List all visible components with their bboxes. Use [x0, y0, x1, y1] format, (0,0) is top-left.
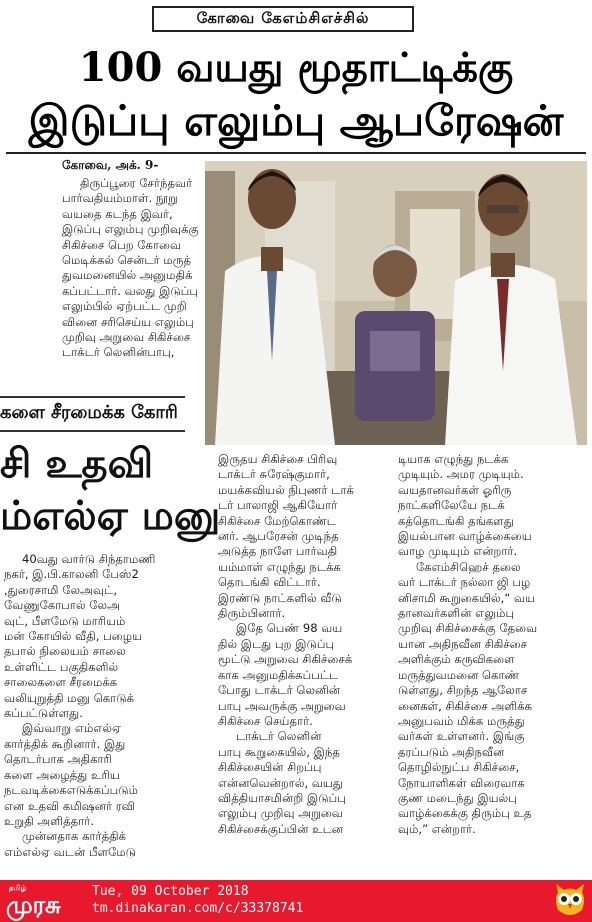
photo-doctors-patient — [205, 161, 587, 445]
side-article-kicker: களை சீரமைக்க கோரி — [0, 402, 178, 423]
text-line: நாட்களிலேயே நடக் — [398, 498, 505, 513]
article-column-3 — [398, 452, 570, 837]
text-line: வேணுகோபால் லேஅ — [4, 598, 121, 613]
text-line: தபால் நிலையம் சாலை — [4, 644, 126, 659]
footer-url[interactable]: tm.dinakaran.com/c/33378741 — [92, 901, 304, 916]
side-divider-bottom — [0, 430, 185, 432]
text-line: இவ்வாறு எம்எல்ஏ — [22, 721, 121, 736]
text-line: அளிக்கும் கருவிகளை — [398, 652, 515, 667]
text-line: டியாக எழுந்து நடக்க — [398, 452, 509, 466]
text-line: இடுப்பு எலும்பு முறிவுக்கு — [62, 222, 199, 237]
text-line: யான அதிநவீன சிகிச்சை — [398, 636, 528, 651]
text-line: தொடங்கி விட்டார். — [218, 575, 321, 590]
text-line: வயதை கடந்த இவர், — [62, 206, 173, 221]
text-line: ,துரைசாமி லேஅவுட், — [4, 582, 118, 597]
text-line: டர் பாலாஜி ஆகியோர் — [218, 498, 338, 513]
text-line: சிகிச்சை பெற கோவை — [62, 237, 182, 252]
text-line: வாழ்க்கைக்கு திரும்பு உத — [398, 806, 532, 821]
text-line: வினை சரிசெய்ய எலும்பு — [62, 314, 194, 329]
side-headline-line-1: சி உதவி — [0, 440, 154, 487]
text-line: கப்பட்டார். வலது இடுப்பு — [62, 283, 198, 298]
text-line: முறிவு சிகிச்சைக்கு தேவை — [398, 621, 538, 636]
side-divider-top — [0, 396, 185, 398]
text-line: 40வது வார்டு சிந்தாமணி — [22, 552, 156, 566]
text-line: கார்த்திக் கூறினார். இது — [4, 736, 126, 751]
text-line: வர் டாக்டர் நல்லா ஜி பழ — [398, 575, 531, 590]
text-line: பாபு அவருக்கு அறுவை — [218, 698, 346, 713]
text-line: சிகிச்சை செய்தார். — [218, 713, 313, 728]
text-line: சிகிச்சைக்குப்பின் உடன — [218, 821, 344, 836]
text-line: னர். ஆபரேசன் முடிந்த — [218, 529, 339, 544]
text-line: டாக்டர் லெனின்பாபு, — [62, 345, 175, 360]
text-line: வாழ முடியும் என்றார். — [398, 544, 518, 559]
text-line: முடியும். அமர முடியும். — [398, 467, 524, 482]
text-line: நகர், இ.பி.காலனி பேஸ்2 — [4, 567, 139, 582]
text-line: இரண்டு நாட்களில் வீடு — [218, 590, 342, 605]
text-line: முறிவு அறுவை சிகிச்சை — [62, 330, 191, 345]
text-line: மருத்துவமனை கொண் — [398, 667, 520, 682]
text-line: நோயாளிகள் விரைவாக — [398, 775, 525, 790]
text-line: வுட், பீளமேடு மாரியம் — [4, 613, 126, 628]
dateline: கோவை, அக். 9- — [62, 158, 159, 172]
text-line: டாக்டர் லெனின் — [236, 729, 322, 744]
kicker-text: கோவை கேஎம்சிஎச்சில் — [196, 9, 370, 27]
text-line: னிசாமி கூறுகையில்,“ வய — [398, 590, 536, 605]
text-line: கப்பட்டுள்ளது. — [4, 706, 83, 721]
text-line: இருதய சிகிச்சை பிரிவு — [218, 452, 338, 466]
text-line: தொழில்நுட்ப சிகிச்சை, — [398, 760, 520, 775]
text-line: தரப்படும் அதிநவீன — [398, 744, 505, 759]
text-line: என்னவென்றால், வயது — [218, 775, 343, 790]
text-line: போது டாக்டர் லெனின் — [218, 683, 341, 698]
article-column-1 — [62, 176, 202, 361]
brand-small: தமிழ் — [9, 884, 27, 892]
text-line: கேஎம்சிஹெச் தலை — [416, 559, 521, 574]
side-article-text — [4, 552, 182, 860]
headline-divider — [6, 152, 586, 154]
text-line: என உதவி கமிஷனர் ரவி — [4, 798, 135, 813]
article-photo — [205, 161, 587, 445]
text-line: துவமனையில் அனுமதிக் — [62, 268, 193, 283]
headline-line-2: இடுப்பு எலும்பு ஆபரேஷன் — [28, 96, 564, 145]
text-line: மெடிக்கல் சென்டர் மருத் — [62, 253, 192, 268]
text-line: பார்வதியம்மாள். நூறு — [62, 191, 178, 206]
text-line: தானவர்களின் எலும்பு — [398, 606, 515, 621]
text-line: சிகிச்சையின் சிறப்பு — [218, 760, 322, 775]
text-line: வர்கள் உள்ளனர். இங்கு — [398, 729, 525, 744]
text-line: அனுபவம் மிக்க மருத்து — [398, 713, 525, 728]
text-line: எலும்பில் ஏற்பட்ட முறி — [62, 299, 187, 314]
text-line: திரும்பினார். — [218, 606, 286, 621]
kicker-label — [152, 6, 414, 32]
text-line: களை அழைத்து உரிய — [4, 767, 120, 782]
text-line: முன்னதாக கார்த்திக் — [22, 829, 127, 844]
side-headline-line-2: ம்எல்ஏ மனு — [0, 492, 221, 539]
text-line: நடவடிக்கைஎடுக்கப்படும் — [4, 783, 138, 798]
article-column-2 — [218, 452, 384, 837]
text-line: குண மடைந்து இயல்பு — [398, 790, 517, 805]
text-line: மூட்டு அறுவை சிகிச்சைக் — [218, 652, 353, 667]
owl-icon — [552, 882, 588, 920]
text-line: உள்ளிட்ட பகுதிகளில் — [4, 659, 119, 674]
text-line: சாலைகளை சீரமைக்க — [4, 675, 118, 690]
text-line: யம்மாள் எழுந்து நடக்க — [218, 559, 341, 574]
text-line: வலியுறுத்தி மனு கொடுக் — [4, 690, 134, 705]
text-line: அடுத்த நாளே பார்வதி — [218, 544, 338, 559]
text-line: மயக்கவியல் நிபுணர் டாக் — [218, 482, 354, 497]
footer-date: Tue, 09 October 2018 — [92, 884, 249, 899]
text-line: டாக்டர் சுரேஷ்குமார், — [218, 467, 330, 482]
text-line: மன் கோயில் வீதி, பழைய — [4, 629, 143, 644]
text-line: சிகிச்சை மேற்கொண்ட — [218, 513, 337, 528]
brand-logo: முரசு — [6, 890, 61, 919]
text-line: வும்,” என்றார். — [398, 821, 476, 836]
text-line: வயதானவர்கள் ஓரிரு — [398, 482, 512, 497]
text-line: திருப்பூரை சேர்ந்தவர் — [80, 176, 193, 190]
text-line: தொடர்பாக அதிகாரி — [4, 752, 112, 767]
headline-line-1: 100 வயது மூதாட்டிக்கு — [78, 44, 514, 91]
text-line: பாபு கூறுகையில், இந்த — [218, 744, 340, 759]
text-line: டுள்ளது, சிறந்த ஆலோச — [398, 683, 528, 698]
text-line: கத்தொடங்கி தங்களது — [398, 513, 514, 528]
text-line: தில் இடது புற இடுப்பு — [218, 636, 335, 651]
text-line: இதே பெண் 98 வய — [236, 621, 343, 636]
text-line: உறுதி அளித்தார். — [4, 813, 94, 828]
text-line: னைகள், சிகிச்சை அளிக்க — [398, 698, 533, 713]
text-line: எம்எல்ஏ வடன் பீளமேடு — [4, 844, 137, 859]
text-line: வித்தியாசமின்றி இடுப்பு — [218, 790, 346, 805]
text-line: எலும்பு முறிவு அறுவை — [218, 806, 343, 821]
text-line: காக அனுமதிக்கப்பட்ட — [218, 667, 339, 682]
text-line: இயல்பான வாழ்க்கையை — [398, 529, 532, 544]
